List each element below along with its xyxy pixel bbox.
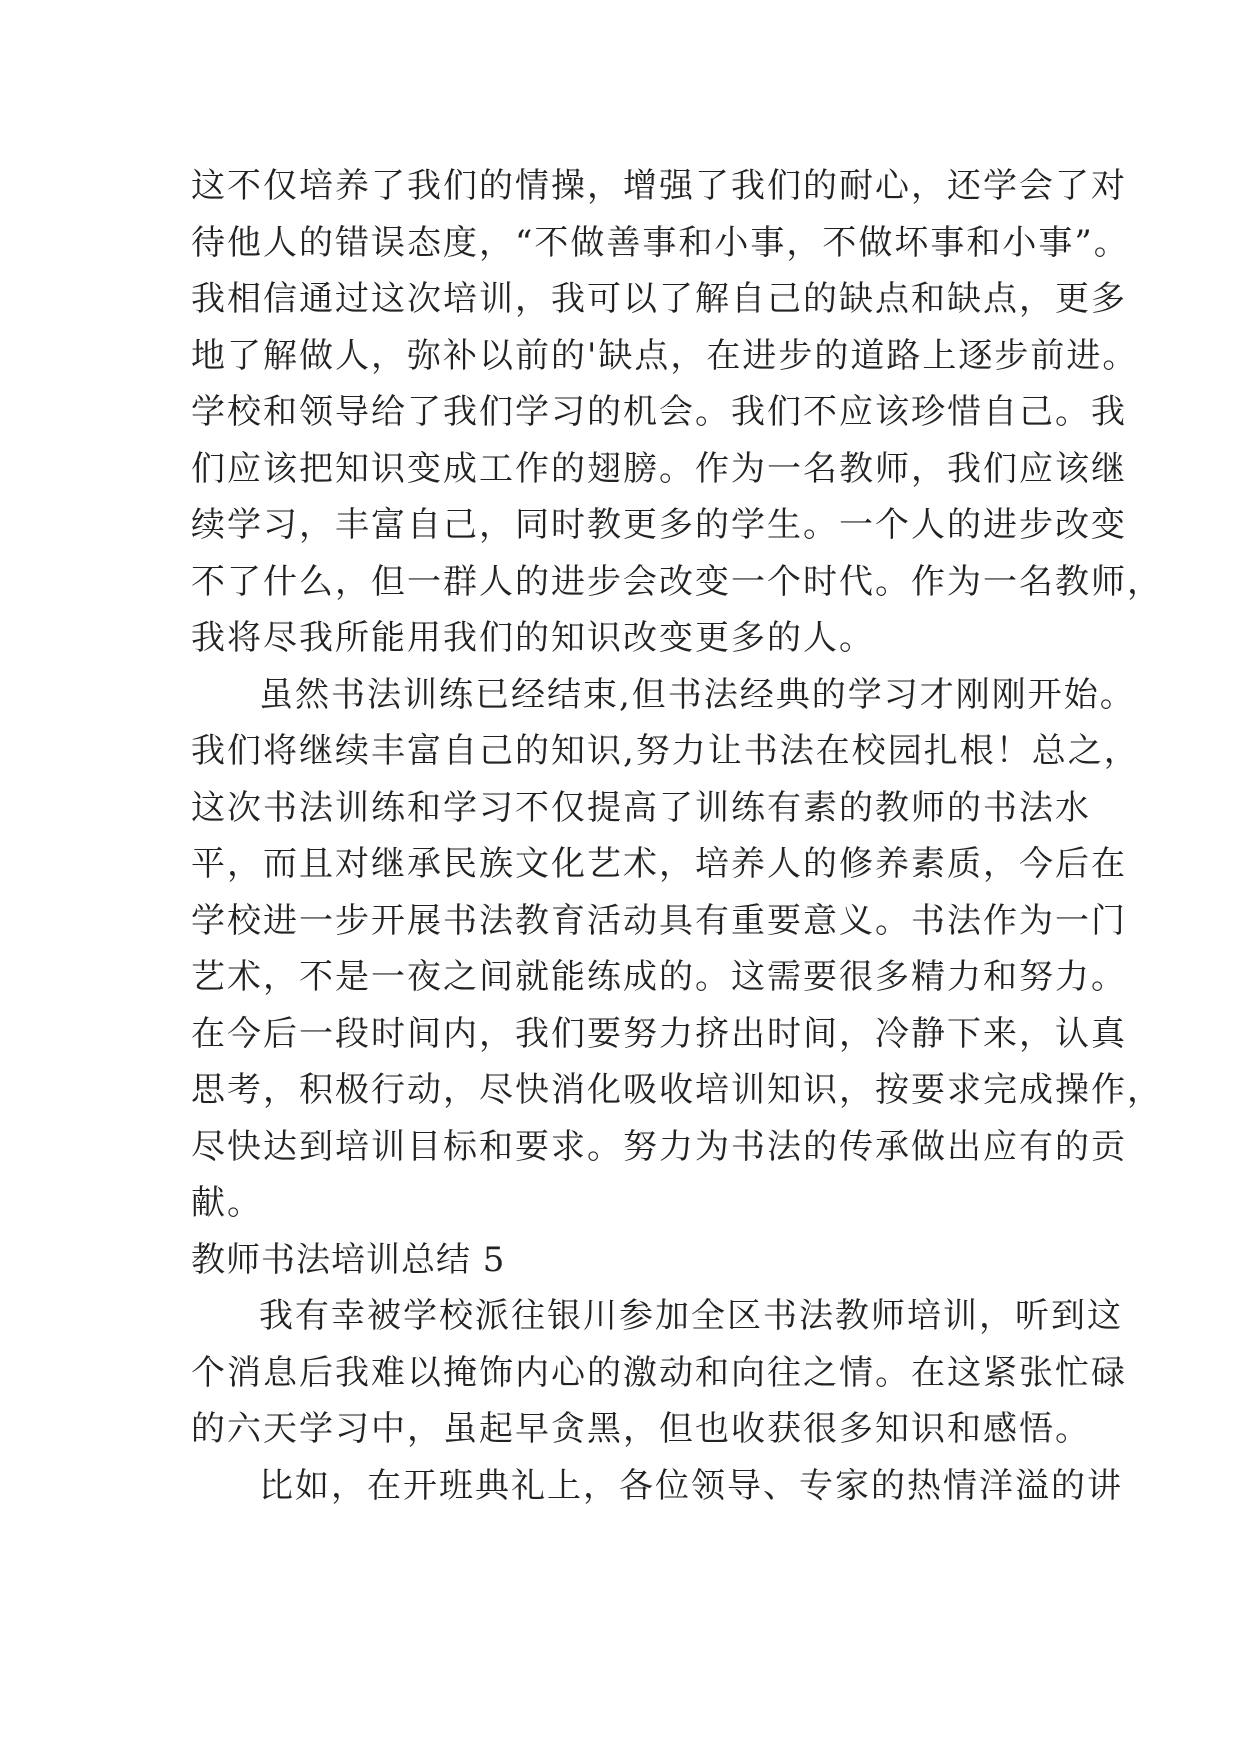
text-line: 续学习，丰富自己，同时教更多的学生。一个人的进步改变 [191, 505, 1127, 545]
paragraph-start-line: 我有幸被学校派往银川参加全区书法教师培训，听到这 [259, 1296, 1123, 1336]
text-line: 在今后一段时间内，我们要努力挤出时间，冷静下来，认真 [191, 1013, 1127, 1054]
text-line: 学校和领导给了我们学习的机会。我们不应该珍惜自己。我 [191, 392, 1127, 432]
text-line: 个消息后我难以掩饰内心的激动和向往之情。在这紧张忙碌 [191, 1352, 1127, 1393]
text-line: 思考，积极行动，尽快消化吸收培训知识，按要求完成操作， [191, 1070, 1163, 1110]
text-line: 平，而且对继承民族文化艺术，培养人的修养素质，今后在 [191, 844, 1127, 884]
paragraph-start-line: 虽然书法训练已经结束,但书法经典的学习才刚刚开始。 [259, 674, 1136, 715]
text-line: 我相信通过这次培训，我可以了解自己的缺点和缺点，更多 [191, 279, 1127, 319]
text-line: 尽快达到培训目标和要求。努力为书法的传承做出应有的贡 [191, 1126, 1127, 1167]
text-line: 待他人的错误态度，“不做善事和小事，不做坏事和小事”。 [191, 222, 1130, 263]
text-line: 地了解做人，弥补以前的'缺点，在进步的道路上逐步前进。 [191, 335, 1139, 376]
text-line: 这不仅培养了我们的情操，增强了我们的耐心，还学会了对 [191, 166, 1127, 206]
text-line: 我将尽我所能用我们的知识改变更多的人。 [191, 618, 875, 658]
text-line: 献。 [191, 1183, 263, 1223]
text-line: 学校进一步开展书法教育活动具有重要意义。书法作为一门 [191, 900, 1127, 941]
text-line: 这次书法训练和学习不仅提高了训练有素的教师的书法水 [191, 787, 1091, 828]
text-line: 我们将继续丰富自己的知识,努力让书法在校园扎根！总之， [191, 731, 1140, 771]
text-line: 们应该把知识变成工作的翅膀。作为一名教师，我们应该继 [191, 448, 1127, 489]
document-body [191, 158, 1163, 1514]
section-heading: 教师书法培训总结 5 [191, 1239, 506, 1280]
paragraph-start-line: 比如，在开班典礼上，各位领导、专家的热情洋溢的讲 [259, 1465, 1123, 1506]
text-line: 不了什么，但一群人的进步会改变一个时代。作为一名教师， [191, 561, 1163, 602]
text-line: 艺术，不是一夜之间就能练成的。这需要很多精力和努力。 [191, 957, 1127, 997]
text-line: 的六天学习中，虽起早贪黑，但也收获很多知识和感悟。 [191, 1409, 1091, 1449]
